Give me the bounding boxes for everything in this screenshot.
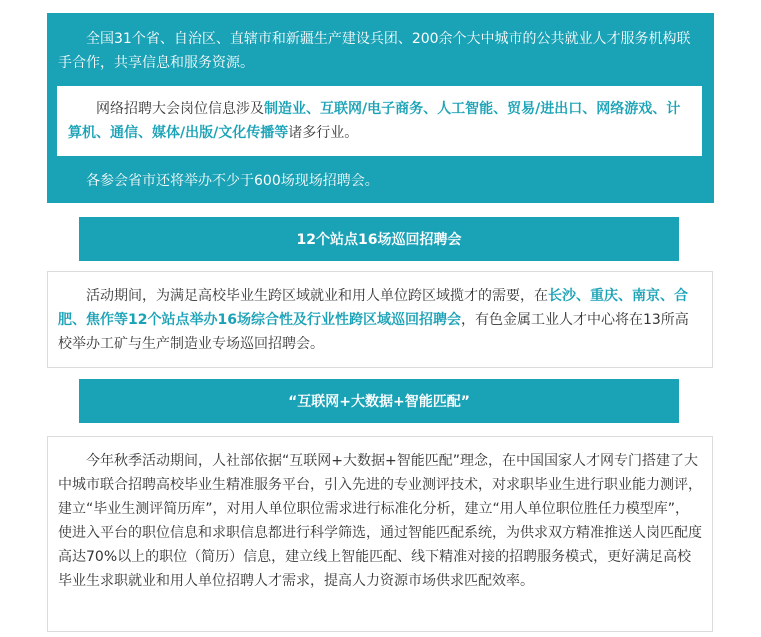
industries-highlight: 制造业、互联网/电子商务、人工智能、贸易/进出口、网络游戏、计算机、通信、媒体/出版/文化传播等 <box>68 101 681 141</box>
smart-match-paragraph: 今年秋季活动期间，人社部依据“互联网+大数据+智能匹配”理念，在中国国家人才网专门搭建了大中城市联合招聘高校毕业生精准服务平台，引入先进的专业测评技术，对求职毕业生进行职业能力测评，建立“毕业生测评简历库”，对用人单位职位需求进行标准化分析，建立“用人单位职位胜任力模型库”，使进入平台的职位信息和求职信息都进行科学筛选，通过智能匹配系统，为供求双方精准推送人岗匹配度高达70%以上的职位（简历）信息，建立线上智能匹配、线下精准对接的招聘服务模式，更好满足高校毕业生求职就业和用人单位招聘人才需求，提高人力资源市场供求匹配效率。 <box>58 453 702 589</box>
smart-match-card <box>47 436 713 632</box>
industries-lead: 网络招聘大会岗位信息涉及 <box>96 101 264 117</box>
intro-paragraph: 全国31个省、自治区、直辖市和新疆生产建设兵团、200余个大中城市的公共就业人才服务机构联手合作，共享信息和服务资源。 <box>58 31 691 71</box>
section-title-tour: 12个站点16场巡回招聘会 <box>79 217 679 261</box>
tour-paragraph <box>58 284 702 356</box>
section-title-smart-match: “互联网+大数据+智能匹配” <box>79 379 679 423</box>
tour-tail: ，有色金属工业人才中心将在13所高校举办工矿与生产制造业专场巡回招聘会。 <box>58 312 689 352</box>
tour-card <box>47 271 713 368</box>
tour-highlight: 长沙、重庆、南京、合肥、焦作等12个站点举办16场综合性及行业性跨区域巡回招聘会 <box>58 288 688 328</box>
industries-box <box>57 86 702 156</box>
intro-block <box>47 13 714 203</box>
industries-tail: 诸多行业。 <box>288 125 359 141</box>
job-fair-count-paragraph: 各参会省市还将举办不少于600场现场招聘会。 <box>86 173 379 189</box>
industries-paragraph <box>68 97 693 145</box>
tour-lead: 活动期间，为满足高校毕业生跨区域就业和用人单位跨区域揽才的需要，在 <box>86 288 548 304</box>
